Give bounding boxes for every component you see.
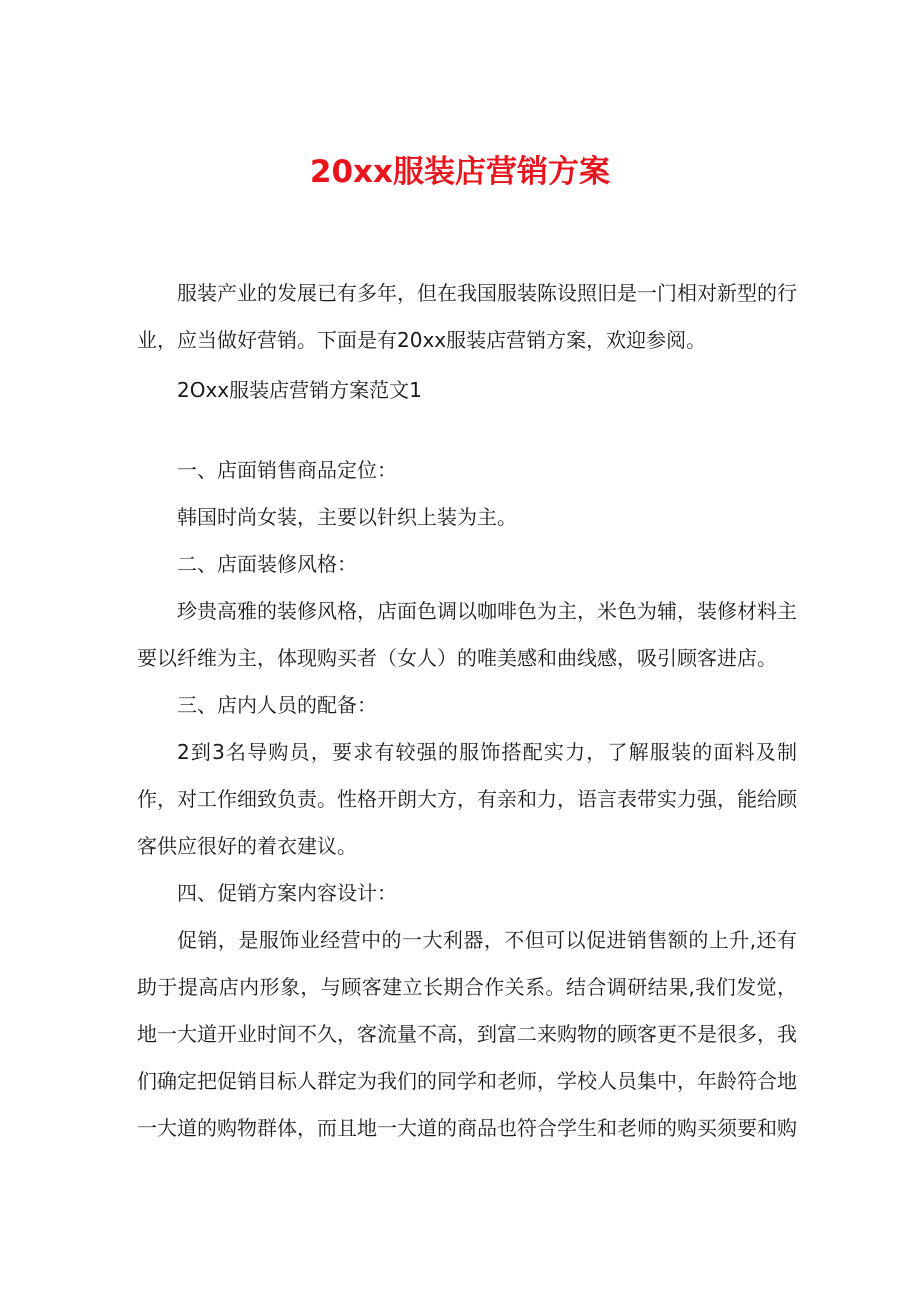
section-heading-2: 二、店面装修风格： — [177, 552, 357, 576]
section-text-4: 促销，是服饰业经营中的一大利器，不但可以促进销售额的上升,还有助于提高店内形象，与顾客建立长期合作关系。结合调研结果,我们发觉，地一大道开业时间不久，客流量不高，到富二来购物的顾客更不是很多，我们确定把促销目标人群定为我们的同学和老师，学校人员集中，年龄符合地一大道的购物群体，而且地一大道的商品也符合学生和老师的购买须要和购 — [137, 928, 797, 1140]
section-heading-3: 三、店内人员的配备： — [177, 693, 377, 717]
document-title: 20xx服装店营销方案 — [309, 154, 611, 190]
document-body — [137, 270, 797, 1152]
section-subtitle: 2Oxx服装店营销方案范文1 — [177, 378, 422, 402]
section-heading-4: 四、促销方案内容设计： — [177, 881, 397, 905]
section-heading-1: 一、店面销售商品定位： — [177, 458, 397, 482]
section-text-1: 韩国时尚女装，主要以针织上装为主。 — [177, 505, 517, 529]
section-text-3: 2到3名导购员，要求有较强的服饰搭配实力，了解服装的面料及制作，对工作细致负责。性格开朗大方，有亲和力，语言表带实力强，能给顾客供应很好的着衣建议。 — [137, 740, 797, 858]
intro-paragraph: 服装产业的发展已有多年，但在我国服装陈设照旧是一门相对新型的行业，应当做好营销。下面是有20xx服装店营销方案，欢迎参阅。 — [137, 281, 797, 352]
section-text-2: 珍贵高雅的装修风格，店面色调以咖啡色为主，米色为辅，装修材料主要以纤维为主，体现购买者（女人）的唯美感和曲线感，吸引顾客进店。 — [137, 599, 797, 670]
